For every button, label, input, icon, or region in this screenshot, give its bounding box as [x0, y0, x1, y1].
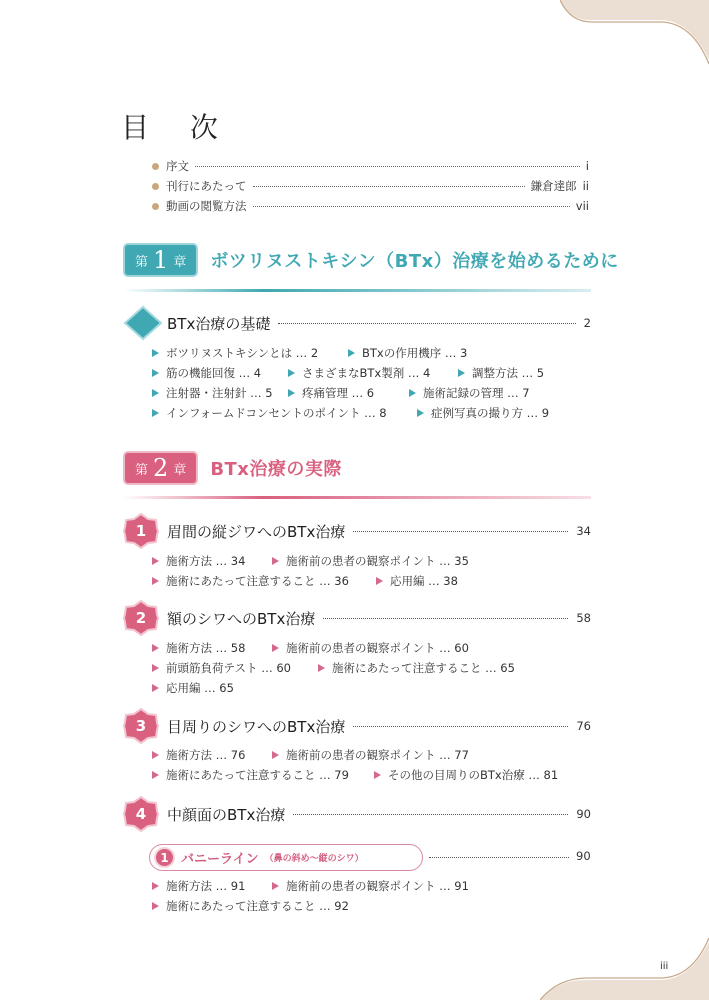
topic-label: 施術方法 … 76 — [166, 748, 246, 762]
topic-link[interactable] — [272, 877, 469, 895]
triangle-bullet-icon — [417, 409, 424, 417]
chapter-suffix: 章 — [173, 462, 187, 478]
section-page: 90 — [576, 807, 591, 821]
topic-label: 応用編 … 65 — [166, 681, 234, 695]
dot-leader — [353, 726, 568, 727]
bullet-dot-icon — [152, 183, 159, 190]
topic-link[interactable] — [152, 639, 245, 657]
chapter-number: 1 — [153, 246, 169, 274]
topic-label: 筋の機能回復 … 4 — [166, 366, 262, 380]
topic-label: 施術にあたって注意すること … 92 — [166, 899, 349, 913]
section-title: 中顔面のBTx治療 — [167, 805, 286, 824]
topic-link[interactable] — [152, 897, 349, 915]
toc-preface-item[interactable] — [152, 197, 589, 215]
topic-label: 前頭筋負荷テスト … 60 — [166, 661, 291, 675]
preface-author: 鎌倉達郎 — [530, 179, 577, 193]
triangle-bullet-icon — [152, 882, 159, 890]
bullet-dot-icon — [152, 163, 159, 170]
section-page: 76 — [576, 719, 591, 733]
toc-preface-item[interactable] — [152, 157, 589, 175]
preface-page: ii — [582, 179, 589, 193]
number-badge-icon — [123, 708, 159, 744]
section-number: 2 — [135, 609, 147, 627]
dot-leader — [278, 323, 575, 324]
chapter-suffix: 章 — [173, 254, 187, 270]
section-number: 4 — [135, 805, 147, 823]
section-forehead-lines[interactable] — [123, 601, 591, 635]
topic-label: 施術方法 … 58 — [166, 641, 246, 655]
chapter-badge — [123, 243, 198, 277]
triangle-bullet-icon — [272, 751, 279, 759]
section-page: 34 — [576, 524, 591, 538]
subsection-note: （鼻の斜め〜縦のシワ） — [264, 854, 364, 864]
topic-label: 施術にあたって注意すること … 36 — [166, 574, 349, 588]
section-page: 58 — [576, 611, 591, 625]
number-badge-icon — [123, 600, 159, 636]
triangle-bullet-icon — [152, 751, 159, 759]
preface-label: 序文 — [166, 159, 189, 173]
preface-label: 動画の閲覧方法 — [166, 199, 247, 213]
topic-link[interactable] — [409, 384, 530, 402]
triangle-bullet-icon — [152, 349, 159, 357]
triangle-bullet-icon — [376, 577, 383, 585]
topic-link[interactable] — [376, 572, 458, 590]
number-badge-icon — [123, 513, 159, 549]
topic-label: BTxの作用機序 … 3 — [362, 346, 468, 360]
triangle-bullet-icon — [288, 369, 295, 377]
section-number: 1 — [135, 522, 147, 540]
topic-label: 施術方法 … 91 — [166, 879, 246, 893]
bullet-dot-icon — [152, 203, 159, 210]
number-badge-icon — [123, 796, 159, 832]
topic-label: その他の目周りのBTx治療 … 81 — [388, 768, 559, 782]
triangle-bullet-icon — [272, 882, 279, 890]
topic-link[interactable] — [374, 766, 558, 784]
triangle-bullet-icon — [152, 409, 159, 417]
page-number: iii — [660, 961, 669, 972]
top-right-corner-ornament — [560, 0, 709, 80]
topic-link[interactable] — [152, 746, 245, 764]
triangle-bullet-icon — [152, 577, 159, 585]
triangle-bullet-icon — [152, 684, 159, 692]
topic-label: 疼痛管理 … 6 — [302, 386, 375, 400]
triangle-bullet-icon — [374, 771, 381, 779]
triangle-bullet-icon — [152, 369, 159, 377]
subsection-title: バニーライン — [181, 852, 259, 867]
topic-link[interactable] — [152, 344, 318, 362]
topic-link[interactable] — [152, 552, 245, 570]
triangle-bullet-icon — [318, 664, 325, 672]
section-midface[interactable] — [123, 797, 591, 831]
topic-link[interactable] — [152, 766, 349, 784]
triangle-bullet-icon — [152, 771, 159, 779]
chapter-prefix: 第 — [135, 462, 149, 478]
section-number: 3 — [135, 717, 147, 735]
triangle-bullet-icon — [152, 902, 159, 910]
section-periorbital-lines[interactable] — [123, 709, 591, 743]
preface-page: i — [585, 159, 589, 173]
topic-label: 調整方法 … 5 — [472, 366, 545, 380]
topic-label: 施術にあたって注意すること … 65 — [332, 661, 515, 675]
section-title: BTx治療の基礎 — [167, 314, 271, 333]
topic-label: 応用編 … 38 — [390, 574, 458, 588]
topic-link[interactable] — [152, 659, 291, 677]
topic-link[interactable] — [152, 384, 273, 402]
topic-link[interactable] — [288, 364, 430, 382]
triangle-bullet-icon — [288, 389, 295, 397]
topic-link[interactable] — [318, 659, 515, 677]
topic-link[interactable] — [417, 404, 549, 422]
diamond-icon — [123, 305, 159, 341]
topic-link[interactable] — [458, 364, 544, 382]
section-title: 眉間の縦ジワへのBTx治療 — [167, 522, 346, 541]
chapter-2-rule — [123, 495, 591, 501]
triangle-bullet-icon — [272, 644, 279, 652]
topic-label: 施術前の患者の観察ポイント … 91 — [286, 879, 469, 893]
preface-label: 刊行にあたって — [166, 179, 247, 193]
chapter-2-heading[interactable] — [123, 451, 342, 485]
chapter-1-heading[interactable] — [123, 243, 619, 277]
topic-link[interactable] — [152, 679, 234, 697]
dot-leader — [353, 531, 568, 532]
dot-leader — [253, 206, 570, 207]
topic-label: 施術記録の管理 … 7 — [423, 386, 530, 400]
triangle-bullet-icon — [458, 369, 465, 377]
triangle-bullet-icon — [409, 389, 416, 397]
chapter-number: 2 — [153, 454, 169, 482]
subsection-number: 1 — [154, 847, 175, 868]
section-title: 額のシワへのBTx治療 — [167, 609, 316, 628]
triangle-bullet-icon — [348, 349, 355, 357]
topic-label: さまざまなBTx製剤 … 4 — [302, 366, 431, 380]
section-title: 目周りのシワへのBTx治療 — [167, 717, 346, 736]
triangle-bullet-icon — [152, 644, 159, 652]
topic-label: 施術前の患者の観察ポイント … 60 — [286, 641, 469, 655]
topic-link[interactable] — [272, 552, 469, 570]
topic-label: 症例写真の撮り方 … 9 — [431, 406, 550, 420]
section-btx-basics[interactable] — [123, 306, 591, 340]
dot-leader — [293, 814, 568, 815]
triangle-bullet-icon — [152, 389, 159, 397]
topic-label: 注射器・注射針 … 5 — [166, 386, 273, 400]
chapter-prefix: 第 — [135, 254, 149, 270]
topic-label: インフォームドコンセントのポイント … 8 — [166, 406, 387, 420]
section-glabellar-lines[interactable] — [123, 514, 591, 548]
preface-page: vii — [575, 199, 589, 213]
triangle-bullet-icon — [152, 557, 159, 565]
topic-link[interactable] — [348, 344, 467, 362]
topic-link[interactable] — [288, 384, 374, 402]
topic-link[interactable] — [272, 639, 469, 657]
dot-leader — [195, 166, 580, 167]
subsection-page: 90 — [576, 849, 591, 863]
subsection-bunny-lines[interactable] — [149, 844, 423, 871]
chapter-1-rule — [123, 288, 591, 294]
dot-leader — [253, 186, 525, 187]
triangle-bullet-icon — [152, 664, 159, 672]
page-title: 目 次 — [121, 111, 234, 144]
dot-leader — [429, 857, 569, 858]
topic-link[interactable] — [152, 404, 387, 422]
bottom-right-corner-ornament — [540, 920, 709, 1000]
topic-label: 施術前の患者の観察ポイント … 77 — [286, 748, 469, 762]
chapter-title: ボツリヌストキシン（BTx）治療を始めるために — [210, 251, 619, 272]
section-page: 2 — [583, 316, 591, 330]
topic-label: 施術にあたって注意すること … 79 — [166, 768, 349, 782]
triangle-bullet-icon — [272, 557, 279, 565]
topic-link[interactable] — [272, 746, 469, 764]
dot-leader — [323, 618, 568, 619]
chapter-title: BTx治療の実際 — [210, 459, 342, 480]
topic-label: 施術前の患者の観察ポイント … 35 — [286, 554, 469, 568]
chapter-badge — [123, 451, 198, 485]
topic-link[interactable] — [152, 877, 245, 895]
topic-label: 施術方法 … 34 — [166, 554, 246, 568]
topic-label: ボツリヌストキシンとは … 2 — [166, 346, 319, 360]
topic-link[interactable] — [152, 572, 349, 590]
toc-preface-item[interactable] — [152, 177, 589, 195]
topic-link[interactable] — [152, 364, 261, 382]
